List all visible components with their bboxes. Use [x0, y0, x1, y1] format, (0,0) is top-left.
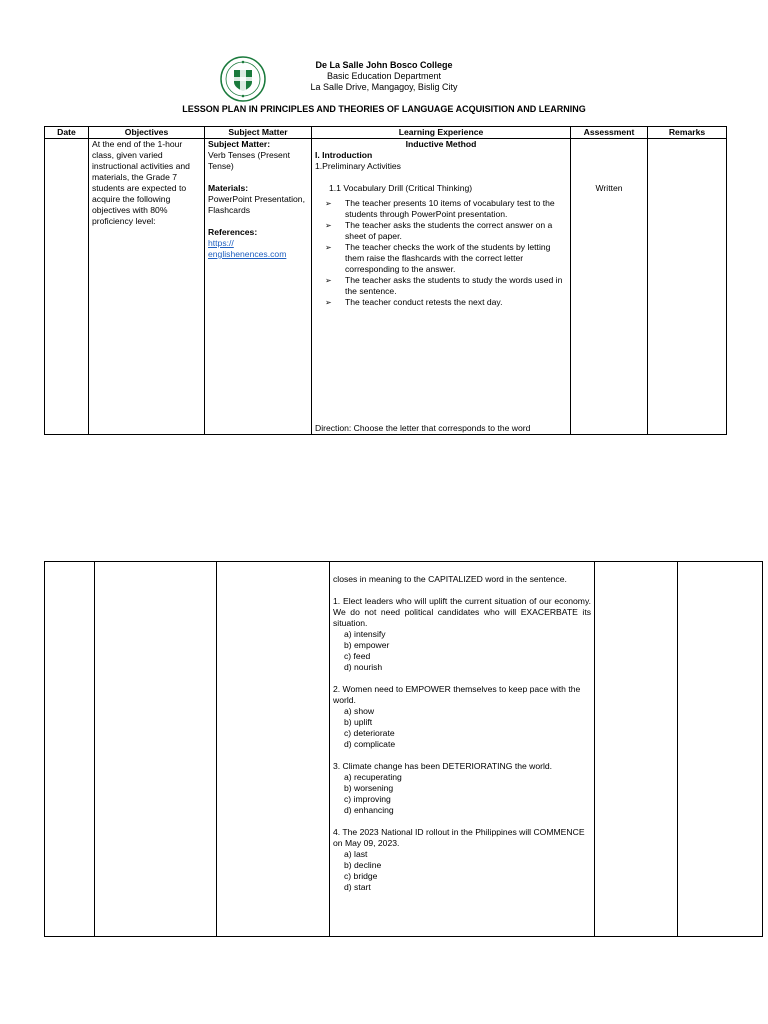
subsection-preliminary: 1.Preliminary Activities [315, 161, 401, 171]
option: a) intensify [344, 629, 386, 639]
option: d) enhancing [344, 805, 394, 815]
assessment-value: Written [595, 183, 623, 193]
direction-continued: closes in meaning to the CAPITALIZED word in the sentence. [333, 574, 567, 584]
remarks-cell [648, 139, 727, 435]
option: a) show [344, 706, 375, 716]
activity-steps-list [315, 198, 567, 308]
option: b) uplift [344, 717, 373, 727]
option: c) improving [344, 794, 391, 804]
option: c) bridge [344, 871, 378, 881]
subject-matter-cell [217, 562, 330, 937]
option: a) last [344, 849, 368, 859]
assessment-cell [571, 139, 648, 435]
section-introduction: I. Introduction [315, 150, 373, 160]
list-item: ➢ The teacher presents 10 items of vocabulary test to the students through PowerPoint presentation. [325, 198, 567, 220]
option: b) decline [344, 860, 382, 870]
option: b) worsening [344, 783, 394, 793]
option: c) feed [344, 651, 371, 661]
list-item: ➢ The teacher asks the students the correct answer on a sheet of paper. [325, 220, 567, 242]
school-name: De La Salle John Bosco College [315, 60, 453, 70]
references-label: References: [208, 227, 258, 237]
learning-experience-cell [330, 562, 595, 937]
option: d) complicate [344, 739, 396, 749]
option: b) empower [344, 640, 390, 650]
lesson-plan-table [44, 126, 727, 435]
lesson-plan-table-continued [44, 561, 763, 937]
date-cell [45, 139, 89, 435]
objectives-cell [89, 139, 205, 435]
objectives-text: At the end of the 1-hour class, given varied instructional activities and materials, the Grade 7 students are expected to acquire the following objectives with 80% proficiency level: [92, 139, 190, 226]
date-cell [45, 562, 95, 937]
option: d) start [344, 882, 371, 892]
question-1: 1. Elect leaders who will uplift the current situation of our economy. We do not need political candidates who will EXACERBATE its situation. [333, 596, 591, 628]
subject-matter-cell [205, 139, 312, 435]
list-item: ➢ The teacher asks the students to study the words used in the sentence. [325, 275, 567, 297]
question-4: 4. The 2023 National ID rollout in the Philippines will COMMENCE on May 09, 2023. [333, 827, 585, 848]
lesson-plan-title: LESSON PLAN IN PRINCIPLES AND THEORIES OF LANGUAGE ACQUISITION AND LEARNING [182, 104, 586, 114]
option: d) nourish [344, 662, 383, 672]
question-2: 2. Women need to EMPOWER themselves to keep pace with the world. [333, 684, 581, 705]
option: a) recuperating [344, 772, 402, 782]
list-item: ➢ The teacher checks the work of the students by letting them raise the flashcards with the correct letter corresponding to the answer. [325, 242, 567, 275]
school-address: La Salle Drive, Mangagoy, Bislig City [310, 82, 458, 92]
department-name: Basic Education Department [326, 71, 442, 81]
learning-experience-cell [312, 139, 571, 435]
col-remarks: Remarks [648, 127, 727, 139]
activity-vocabulary-drill: 1.1 Vocabulary Drill (Critical Thinking) [329, 183, 473, 193]
subject-matter-label: Subject Matter: [208, 139, 271, 149]
col-subject-matter: Subject Matter [205, 127, 312, 139]
col-learning-experience: Learning Experience [312, 127, 571, 139]
materials-value: PowerPoint Presentation, Flashcards [208, 194, 305, 215]
direction-text: Direction: Choose the letter that corresponds to the word [315, 423, 531, 433]
method-heading: Inductive Method [405, 139, 477, 149]
remarks-cell [678, 562, 763, 937]
list-item: ➢ The teacher conduct retests the next day. [325, 297, 567, 308]
objectives-cell [95, 562, 217, 937]
reference-link[interactable]: https:// englishenences.com [208, 238, 287, 259]
col-objectives: Objectives [89, 127, 205, 139]
question-3: 3. Climate change has been DETERIORATING the world. [333, 761, 553, 771]
col-date: Date [45, 127, 89, 139]
materials-label: Materials: [208, 183, 249, 193]
col-assessment: Assessment [571, 127, 648, 139]
assessment-cell [595, 562, 678, 937]
option: c) deteriorate [344, 728, 395, 738]
subject-matter-value: Verb Tenses (Present Tense) [208, 150, 291, 171]
